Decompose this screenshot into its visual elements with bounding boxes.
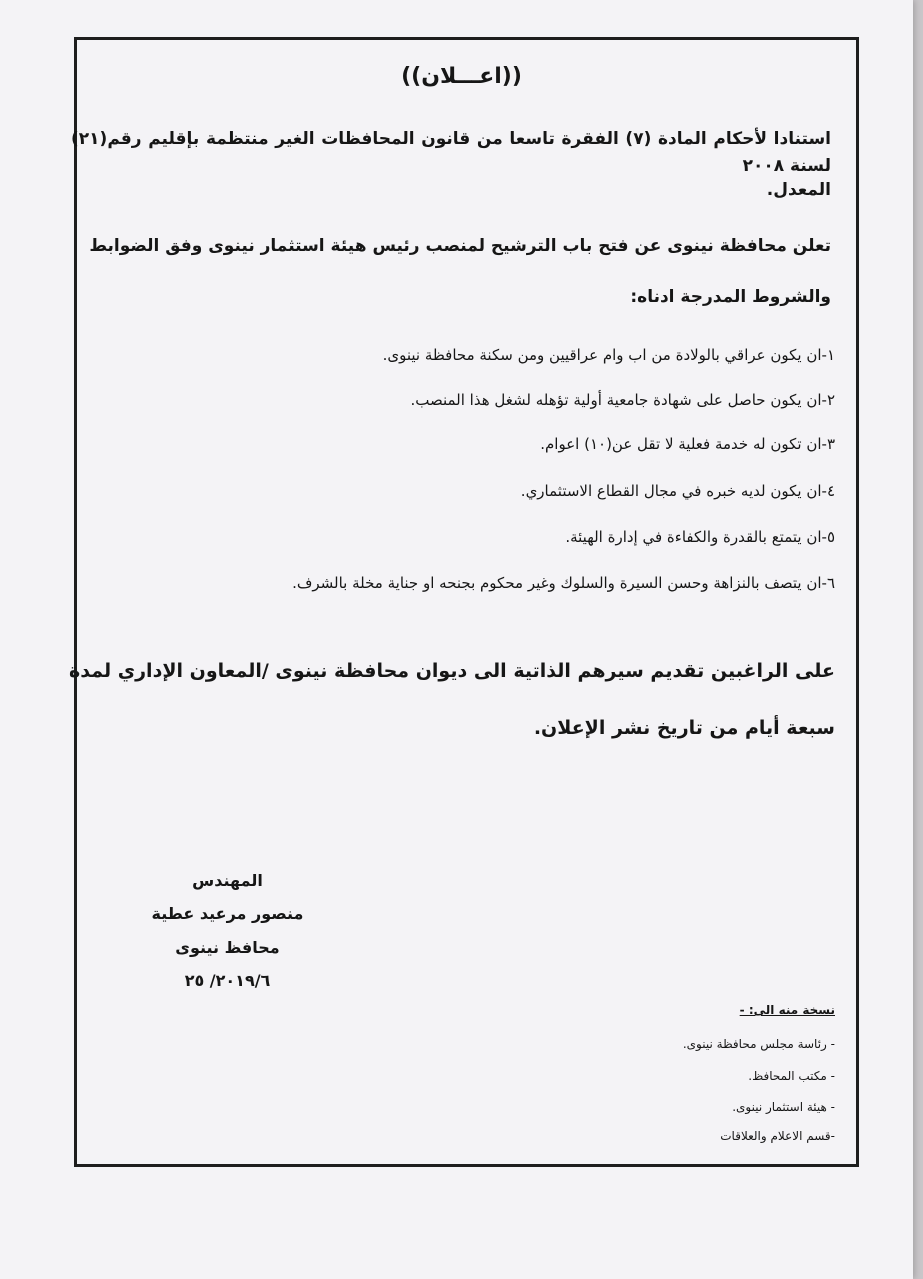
condition-item: ٣-ان تكون له خدمة فعلية لا تقل عن(١٠) اعوام. [540, 435, 835, 453]
closing-line-2: سبعة أيام من تاريخ نشر الإعلان. [533, 717, 835, 739]
signature-position: محافظ نينوى [175, 938, 280, 957]
announce-line-1: تعلن محافظة نينوى عن فتح باب الترشيح لمنصب رئيس هيئة استثمار نينوى وفق الضوابط [89, 236, 831, 256]
signature-date: ٢٠١٩/٦/ ٢٥ [184, 971, 271, 990]
copies-heading: نسخة منه الى: - [739, 1003, 835, 1017]
condition-item: ١-ان يكون عراقي بالولادة من اب وام عراقيين ومن سكنة محافظة نينوى. [382, 346, 835, 364]
closing-line-1: على الراغبين تقديم سيرهم الذاتية الى ديوان محافظة نينوى /المعاون الإداري لمدة [69, 660, 835, 682]
condition-item: ٤-ان يكون لديه خبره في مجال القطاع الاستثماري. [520, 482, 835, 500]
announcement-title: ((اعـــلان)) [401, 64, 522, 89]
copy-item: - هيئة استثمار نينوى. [732, 1100, 835, 1114]
intro-line-1: استنادا لأحكام المادة (٧) الفقرة تاسعا من قانون المحافظات الغير منتظمة بإقليم رقم(٢١) لسنة ٢٠٠٨ [71, 129, 831, 176]
signature-title: المهندس [192, 871, 263, 890]
copy-item: - رئاسة مجلس محافظة نينوى. [682, 1037, 835, 1051]
condition-item: ٥-ان يتمتع بالقدرة والكفاءة في إدارة الهيئة. [565, 528, 835, 546]
copy-item: -قسم الاعلام والعلاقات [720, 1129, 835, 1143]
intro-line-2: المعدل. [766, 180, 831, 200]
signature-name: منصور مرعيد عطية [151, 904, 304, 923]
condition-item: ٢-ان يكون حاصل على شهادة جامعية أولية تؤهله لشغل هذا المنصب. [410, 391, 835, 409]
announce-line-2: والشروط المدرجة ادناه: [630, 287, 831, 307]
document-border [74, 37, 859, 1167]
copy-item: - مكتب المحافظ. [748, 1069, 835, 1083]
condition-item: ٦-ان يتصف بالنزاهة وحسن السيرة والسلوك وغير محكوم بجنحه او جناية مخلة بالشرف. [292, 574, 835, 592]
